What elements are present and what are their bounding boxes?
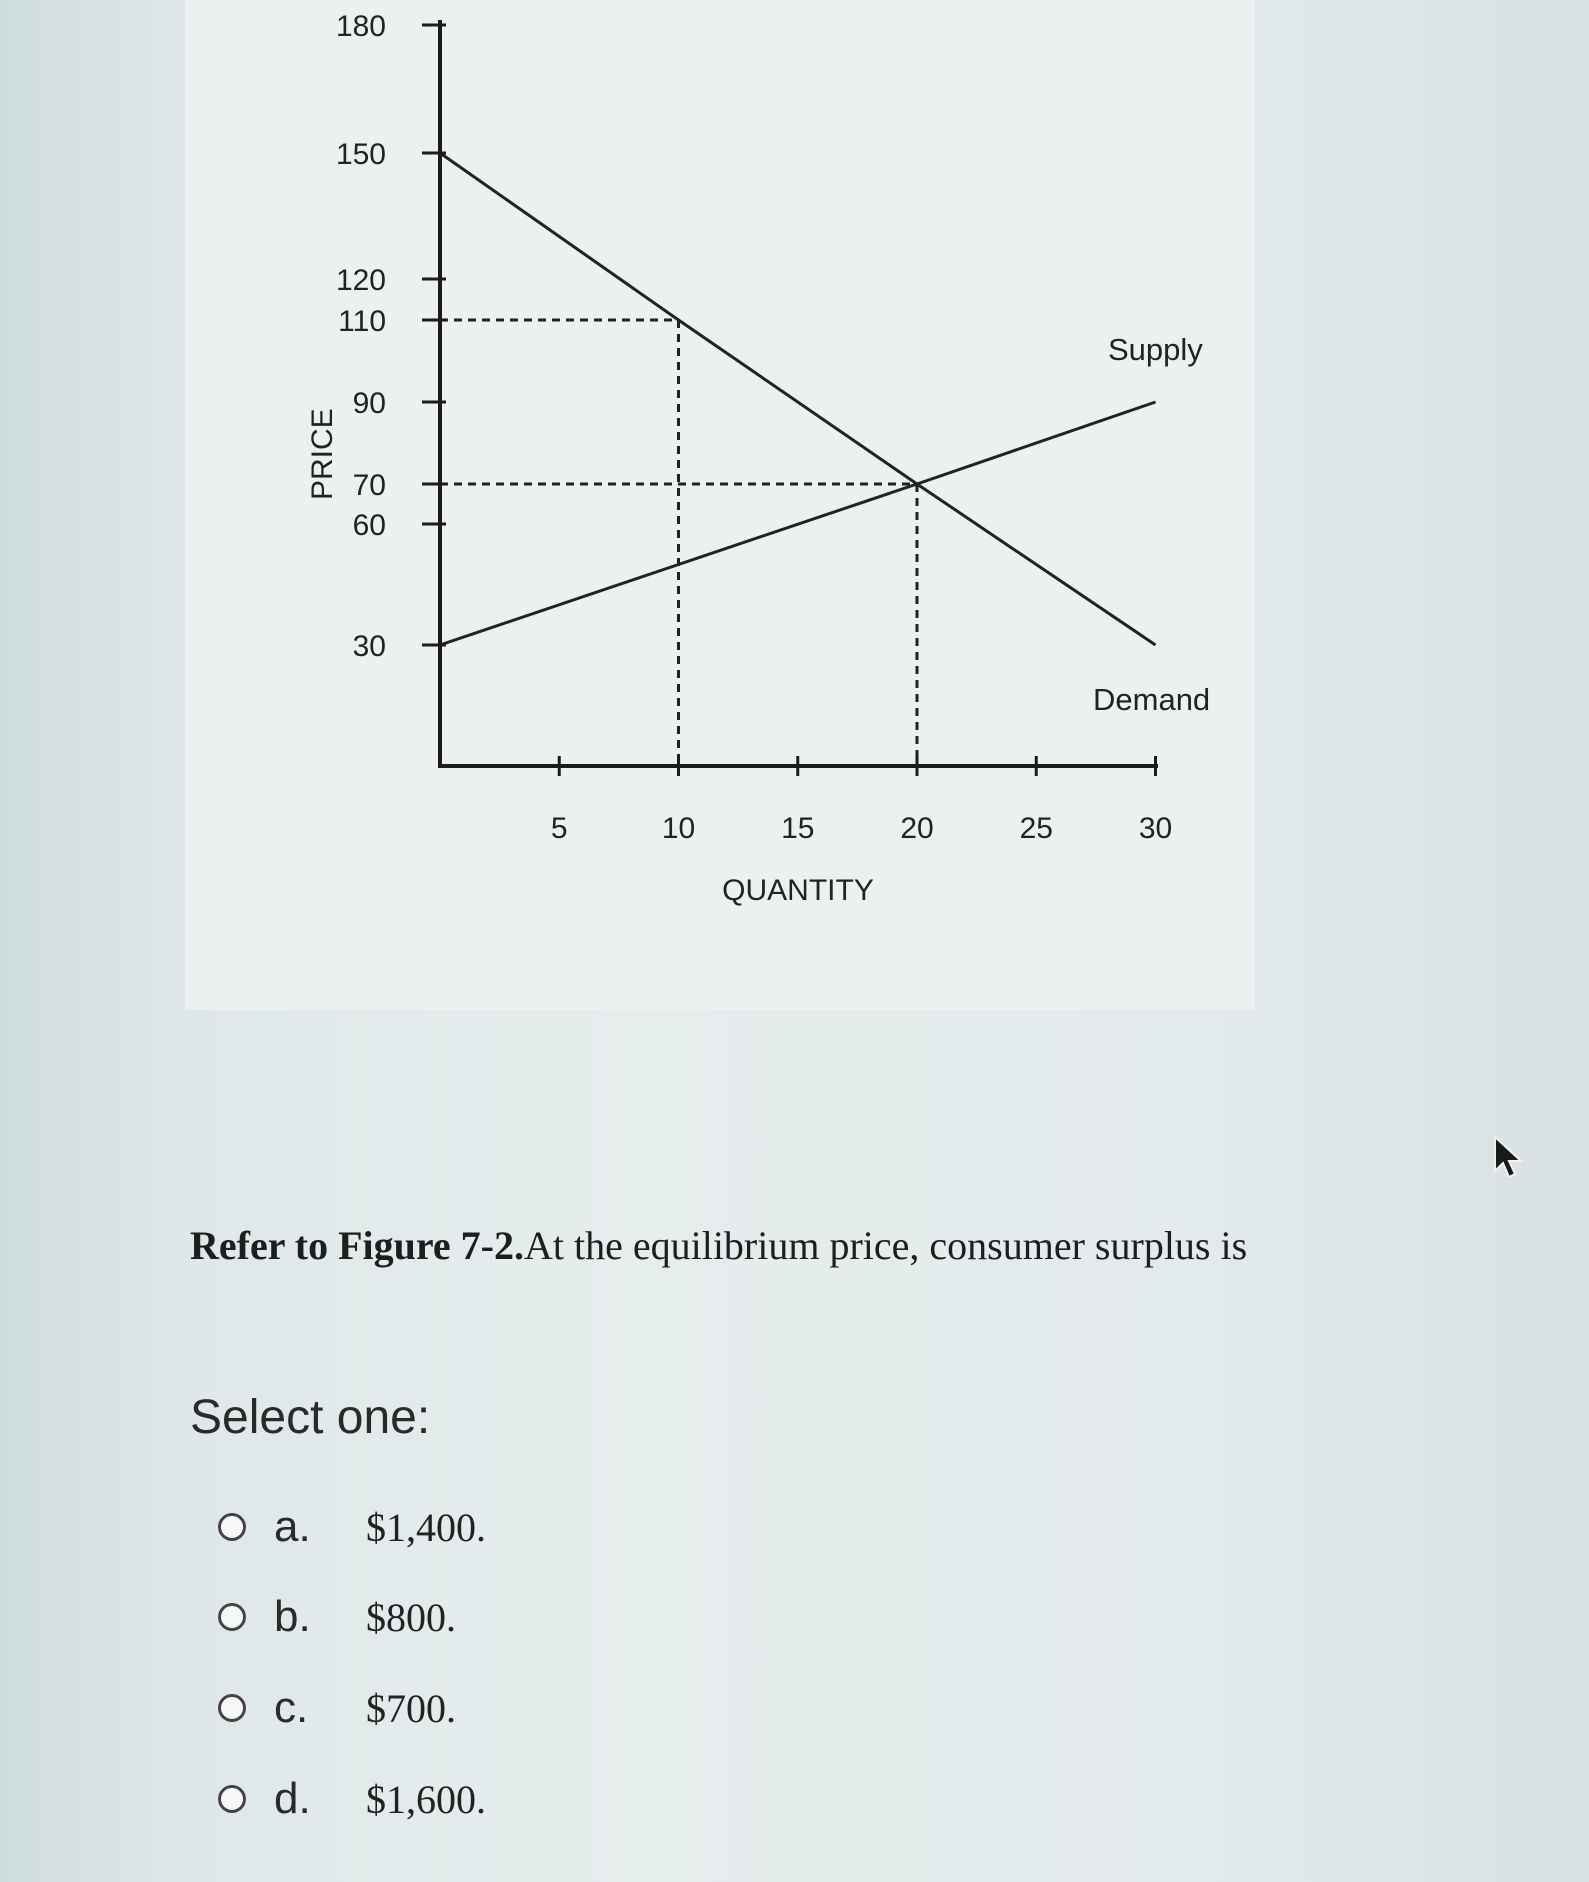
x-tick-label: 5 (550, 812, 568, 845)
arrow-cursor-icon (1492, 1135, 1526, 1183)
supply-label: Supply (1108, 332, 1203, 367)
option-b[interactable] (218, 1587, 456, 1647)
option-text: $800. (366, 1594, 456, 1640)
option-text: $1,400. (366, 1504, 486, 1550)
question-body: At the equilibrium price, consumer surplus is (523, 1223, 1248, 1268)
select-one-label: Select one: (190, 1391, 431, 1444)
x-tick-label: 10 (661, 812, 696, 845)
radio-unselected-icon[interactable] (218, 1603, 246, 1631)
y-tick-label: 30 (352, 630, 386, 663)
y-tick-label: 150 (335, 138, 386, 171)
y-tick-label: 110 (338, 305, 386, 338)
option-letter: c. (274, 1683, 309, 1732)
question-text (190, 1222, 1247, 1269)
x-tick-label: 20 (900, 812, 934, 845)
x-tick-label: 25 (1019, 812, 1053, 845)
y-tick-label: 90 (352, 387, 386, 420)
demand-curve (440, 153, 1156, 645)
option-letter: d. (274, 1774, 311, 1823)
y-tick-label: 120 (335, 264, 386, 297)
radio-unselected-icon[interactable] (218, 1694, 246, 1722)
option-letter: b. (274, 1592, 311, 1641)
y-tick-label: 180 (335, 10, 386, 43)
x-tick-label: 30 (1138, 812, 1173, 845)
x-tick-label: 15 (781, 812, 815, 845)
y-axis-title: PRICE (306, 408, 339, 500)
option-c[interactable] (218, 1678, 456, 1738)
supply-curve (440, 402, 1156, 645)
question-figure-ref: Refer to Figure 7-2. (190, 1223, 524, 1268)
option-text: $700. (366, 1685, 456, 1731)
demand-label: Demand (1093, 682, 1211, 717)
x-axis-title: QUANTITY (722, 874, 874, 907)
y-tick-label: 70 (352, 469, 386, 502)
option-text: $1,600. (366, 1776, 486, 1822)
y-tick-label: 60 (352, 509, 386, 542)
radio-unselected-icon[interactable] (218, 1513, 246, 1541)
option-a[interactable] (218, 1497, 486, 1557)
radio-unselected-icon[interactable] (218, 1785, 246, 1813)
option-d[interactable] (218, 1769, 486, 1829)
option-letter: a. (274, 1502, 311, 1551)
